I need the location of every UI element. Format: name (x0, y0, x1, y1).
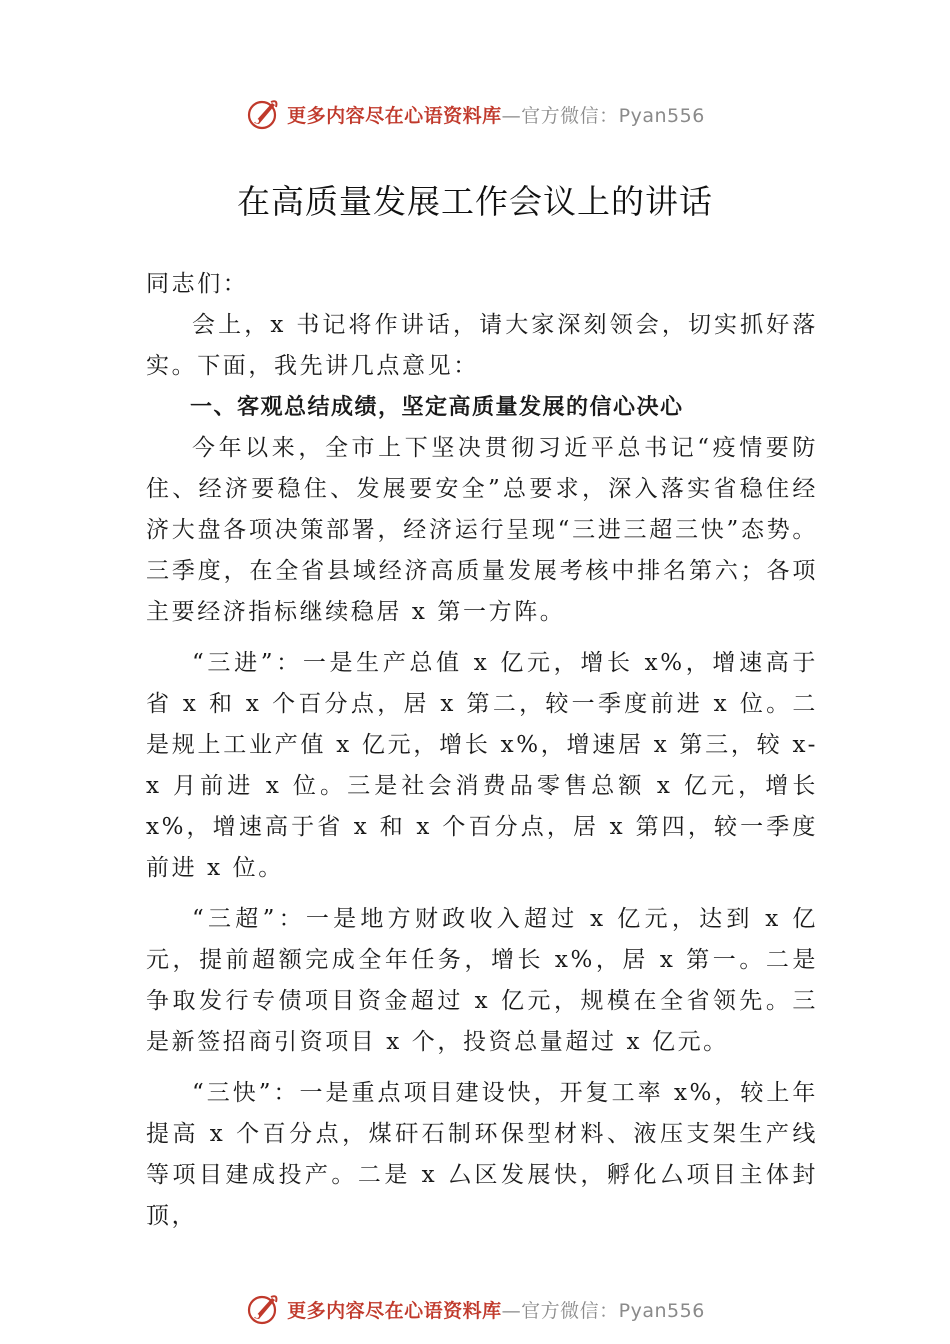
banner-dash: — (501, 1299, 522, 1322)
banner-dash: — (501, 104, 522, 127)
footer-banner (0, 1287, 950, 1331)
document-title: 在高质量发展工作会议上的讲话 (237, 182, 713, 221)
body-paragraph: “三快”：一是重点项目建设快，开复工率 x%，较上年提高 x 个百分点，煤矸石制环保型材料、液压支架生产线等项目建成投产。二是 x 厶区发展快，孵化厶项目主体封顶， (146, 1080, 818, 1229)
header-banner (0, 92, 950, 136)
quill-logo-icon (245, 1291, 281, 1327)
banner-wechat: 官方微信：Pyan556 (521, 104, 705, 127)
quill-logo-icon (245, 96, 281, 132)
body-paragraph: “三超”：一是地方财政收入超过 x 亿元，达到 x 亿元，提前超额完成全年任务，增长 x%，居 x 第一。二是争取发行专债项目资金超过 x 亿元，规模在全省领先。三是新签招商引资项目 x 个，投资总量超过 x 亿元。 (146, 906, 818, 1055)
section-heading: 一、客观总结成绩，坚定高质量发展的信心决心 (190, 395, 684, 420)
body-paragraph: 会上，x 书记将作讲话，请大家深刻领会，切实抓好落实。下面，我先讲几点意见： (146, 312, 818, 379)
body-paragraph: “三进”：一是生产总值 x 亿元，增长 x%，增速高于省 x 和 x 个百分点，居 x 第二，较一季度前进 x 位。二是规上工业产值 x 亿元，增长 x%，增速居 x 第三，较 x-x 月前进 x 位。三是社会消费品零售总额 x 亿元，增长 x%，增速高于省 x 和 x 个百分点，居 x 第四，较一季度前进 x 位。 (146, 650, 818, 881)
document-body (146, 264, 818, 1237)
banner-text (287, 1296, 705, 1323)
banner-wechat: 官方微信：Pyan556 (521, 1299, 705, 1322)
banner-library-name: 更多内容尽在心语资料库 (287, 104, 502, 127)
body-paragraph: 今年以来，全市上下坚决贯彻习近平总书记“疫情要防住、经济要稳住、发展要安全”总要求，深入落实省稳住经济大盘各项决策部署，经济运行呈现“三进三超三快”态势。三季度，在全省县域经济高质量发展考核中排名第六；各项主要经济指标继续稳居 x 第一方阵。 (146, 435, 818, 625)
banner-library-name: 更多内容尽在心语资料库 (287, 1299, 502, 1322)
banner-text (287, 101, 705, 128)
salutation: 同志们： (146, 271, 249, 297)
